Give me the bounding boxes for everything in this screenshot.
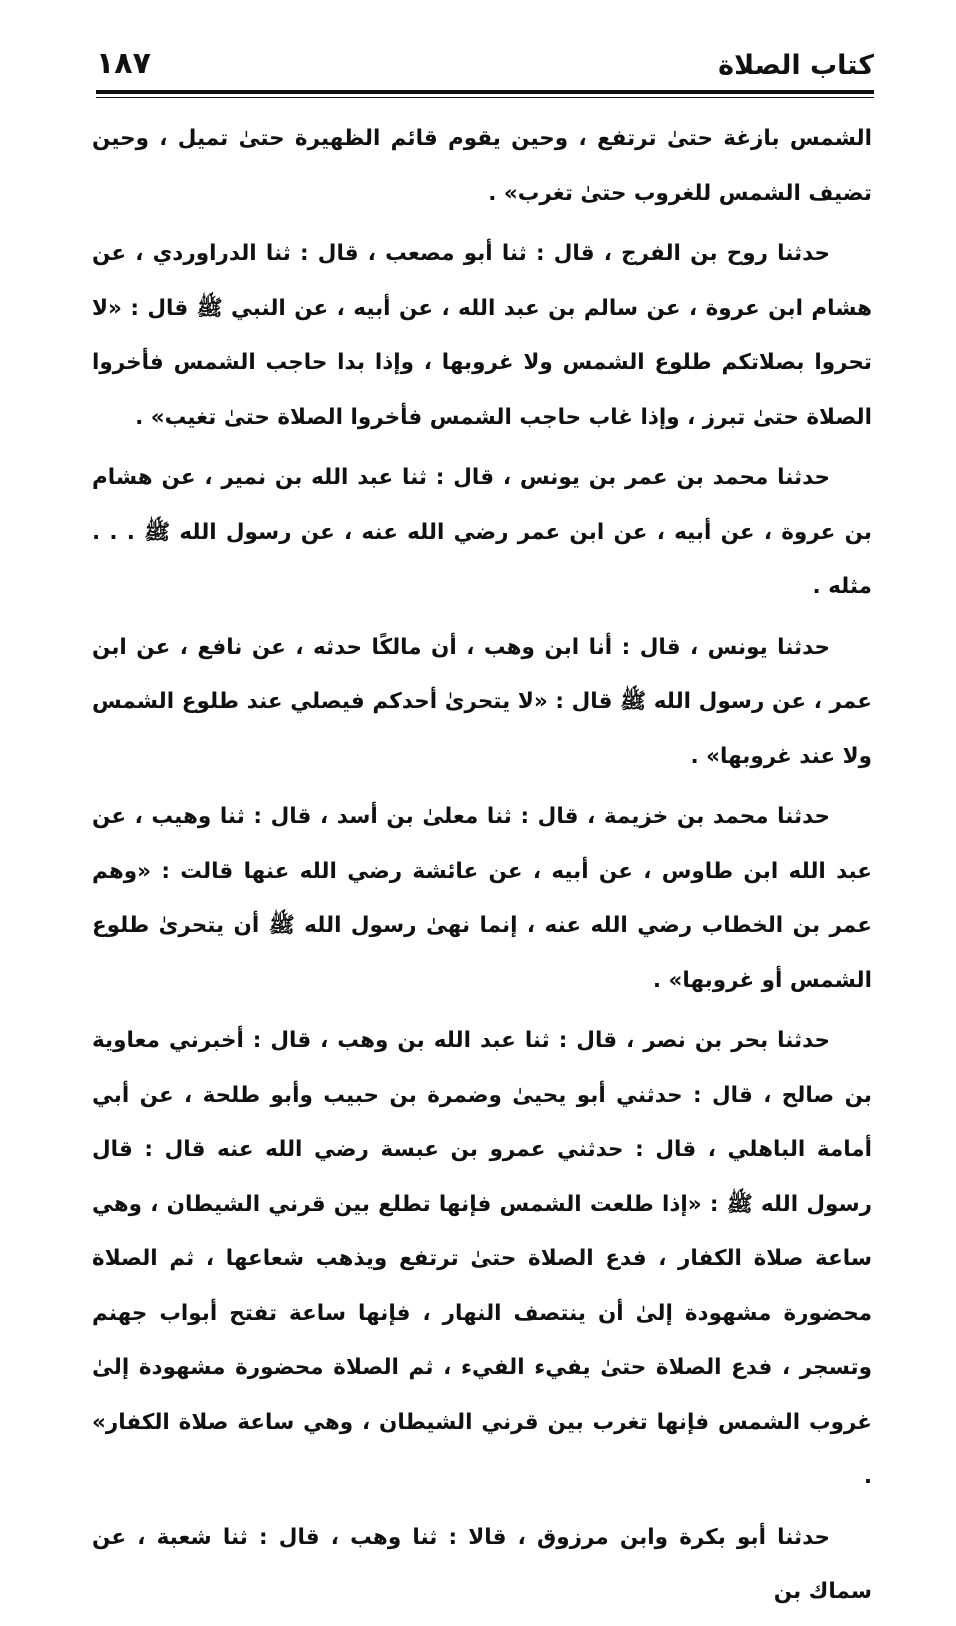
header-rule-thin <box>96 97 874 98</box>
running-header <box>96 42 874 88</box>
paragraph: حدثنا محمد بن عمر بن يونس ، قال : ثنا عبد الله بن نمير ، عن هشام بن عروة ، عن أبيه ، عن ابن عمر رضي الله عنه ، عن رسول الله ﷺ . . . مثله . <box>92 465 872 599</box>
body-text <box>92 112 872 1626</box>
chapter-title: كتاب الصلاة <box>718 50 874 81</box>
paragraph: حدثنا محمد بن خزيمة ، قال : ثنا معلىٰ بن أسد ، قال : ثنا وهيب ، عن عبد الله ابن طاوس ، عن أبيه ، عن عائشة رضي الله عنها قالت : «وهم عمر بن الخطاب رضي الله عنه ، إنما نهىٰ رسول الله ﷺ أن يتحرىٰ طلوع الشمس أو غروبها» . <box>92 804 872 993</box>
paragraph: حدثنا أبو بكرة وابن مرزوق ، قالا : ثنا وهب ، قال : ثنا شعبة ، عن سماك بن <box>92 1524 872 1604</box>
paragraph: حدثنا روح بن الفرج ، قال : ثنا أبو مصعب ، قال : ثنا الدراوردي ، عن هشام ابن عروة ، عن سالم بن عبد الله ، عن أبيه ، عن النبي ﷺ قال : «لا تحروا بصلاتكم طلوع الشمس ولا غروبها ، وإذا بدا حاجب الشمس فأخروا الصلاة حتىٰ تبرز ، وإذا غاب حاجب الشمس فأخروا الصلاة حتىٰ تغيب» . <box>92 241 872 430</box>
paragraph: حدثنا بحر بن نصر ، قال : ثنا عبد الله بن وهب ، قال : أخبرني معاوية بن صالح ، قال : حدثني أبو يحيىٰ وضمرة بن حبيب وأبو طلحة ، عن أبي أمامة الباهلي ، قال : حدثني عمرو بن عبسة رضي الله عنه قال : قال رسول الله ﷺ : «إذا طلعت الشمس فإنها تطلع بين قرني الشيطان ، وهي ساعة صلاة الكفار ، فدع الصلاة حتىٰ ترتفع ويذهب شعاعها ، ثم الصلاة محضورة مشهودة إلىٰ أن ينتصف النهار ، فإنها ساعة تفتح أبواب جهنم وتسجر ، فدع الصلاة حتىٰ يفيء الفيء ، ثم الصلاة محضورة مشهودة إلىٰ غروب الشمس فإنها تغرب بين قرني الشيطان ، وهي ساعة صلاة الكفار» . <box>92 1028 872 1489</box>
paragraph: الشمس بازغة حتىٰ ترتفع ، وحين يقوم قائم الظهيرة حتىٰ تميل ، وحين تضيف الشمس للغروب حتىٰ تغرب» . <box>92 126 872 206</box>
paragraph: حدثنا يونس ، قال : أنا ابن وهب ، أن مالكًا حدثه ، عن نافع ، عن ابن عمر ، عن رسول الله ﷺ قال : «لا يتحرىٰ أحدكم فيصلي عند طلوع الشمس ولا عند غروبها» . <box>92 634 872 769</box>
page-number: ١٨٧ <box>96 46 151 81</box>
header-rule <box>96 90 874 94</box>
